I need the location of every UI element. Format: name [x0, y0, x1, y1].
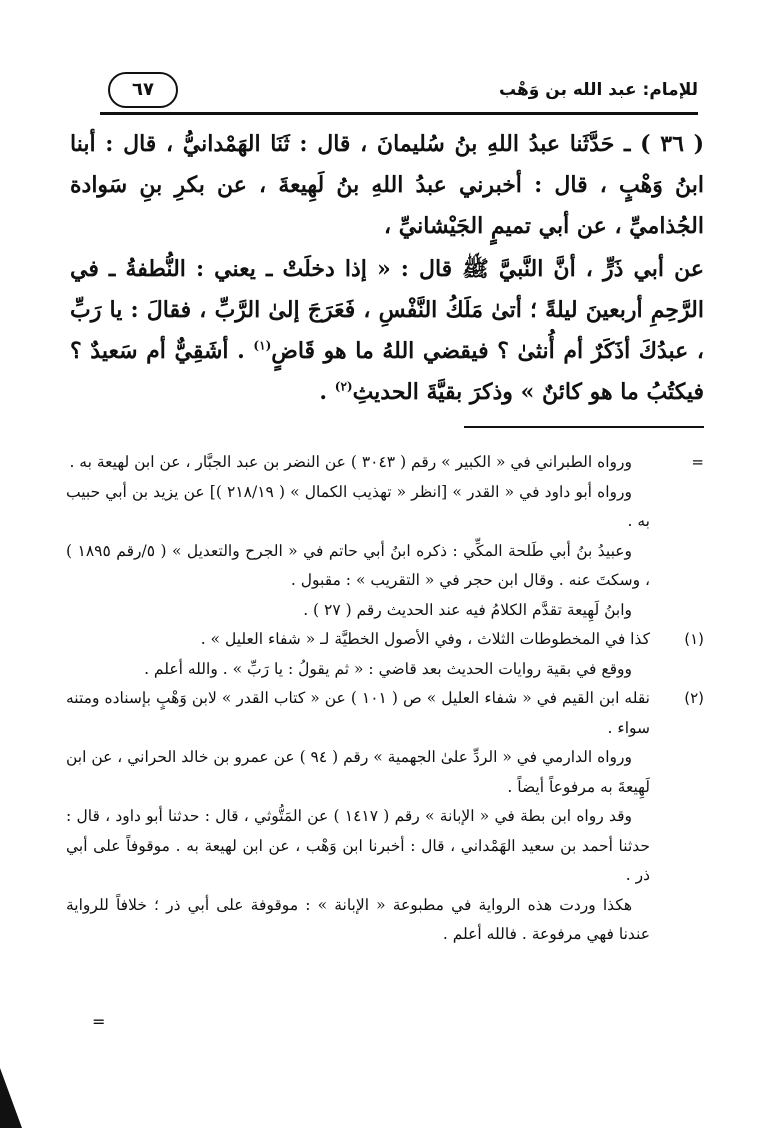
hadith-matn [70, 249, 704, 413]
footnote-rule [464, 426, 704, 428]
footnote-continued [66, 448, 704, 625]
running-title: للإمام: عبد الله بن وَهْب [499, 80, 698, 100]
header-rule [100, 112, 698, 115]
footnote-line: وعبيدُ بنُ أبي طَلحة المكِّي : ذكره ابنُ أبي حاتم في « الجرح والتعديل » ( ٥/رقم ١٨٩٥ ) ، وسكتَ عنه . وقال ابن حجر في « التقريب » : مقبول . [66, 541, 650, 589]
footnote-line: كذا في المخطوطات الثلاث ، وفي الأصول الخطيَّة لـ « شفاء العليل » . [200, 630, 650, 648]
hadith-matn-part-1: عن أبي ذَرٍّ ، أنَّ النَّبيَّ ﷺ قال : « إذا دخلَتْ ـ يعني : النُّطفةُ ـ في الرَّحِمِ أربعينَ ليلةً ؛ أتىٰ مَلَكُ النَّفْسِ ، فَعَرَجَ إلىٰ الرَّبِّ ، فقالَ : يا رَبِّ ، عبدُكَ أذَكَرٌ أم أُنثىٰ ؟ فيقضي اللهُ ما هو قَاضٍ [70, 256, 704, 364]
footnote-line: ورواه الدارمي في « الردِّ علىٰ الجهمية » رقم ( ٩٤ ) عن عمرو بن خالد الحراني ، عن ابن لَهِيعةَ به مرفوعاً أيضاً . [65, 748, 650, 796]
footnote-line: وابنُ لَهِيعة تقدَّم الكلامُ فيه عند الحديث رقم ( ٢٧ ) . [303, 600, 632, 619]
footnote-1 [66, 625, 704, 684]
footnote-1-marker: (١) [684, 630, 704, 648]
hadith-matn-end: . [319, 379, 335, 405]
continuation-marker: = [691, 453, 704, 471]
note-ref-2: (٢) [334, 379, 353, 394]
footnote-line: وقد رواه ابن بطة في « الإبانة » رقم ( ١٤١٧ ) عن المَتُّوثي ، قال : حدثنا أبو داود ، قال : حدثنا أحمد بن سعيد الهَمْداني ، قال : أخبرنا ابن وَهْب ، عن ابن لهيعة به . موقوفاً على أبي ذر . [66, 807, 650, 884]
hadith-isnad: ( ٣٦ ) ـ حَدَّثَنا عبدُ اللهِ بنُ سُليمانَ ، قال : ثَنَا الهَمْدانيُّ ، قال : أبنا ابنُ وَهْبٍ ، قال : أخبرني عبدُ اللهِ بنُ لَهِيعةَ ، عن بكرِ بنِ سَوادة الجُذاميِّ ، عن أبي تميمٍ الجَيْشانيِّ ، [70, 131, 704, 239]
footnote-2 [66, 684, 704, 950]
note-ref-1: (١) [253, 338, 272, 353]
footnote-line: ورواه أبو داود في « القدر » [انظر « تهذيب الكمال » ( ٢١٨/١٩ )] عن يزيد بن أبي حبيب به . [66, 482, 650, 530]
page-number: ٦٧ [108, 72, 178, 108]
hadith-matn-part-2: . أشَقِيٌّ أم سَعيدٌ ؟ فيكتُبُ ما هو كائنٌ » وذكرَ بقيَّةَ الحديثِ [70, 338, 704, 405]
footnotes [66, 448, 704, 950]
footnote-line: ورواه الطبراني في « الكبير » رقم ( ٣٠٤٣ ) عن النضر بن عبد الجبَّار ، عن ابن لهيعة به . [69, 453, 632, 471]
footnote-line: هكذا وردت هذه الرواية في مطبوعة « الإبانة » : موقوفة على أبي ذر ؛ خلافاً للرواية عندنا فهي مرفوعة . فالله أعلم . [66, 895, 650, 943]
page-corner-shadow [0, 1068, 22, 1128]
end-continuation-marker: = [92, 1012, 106, 1031]
main-text [70, 124, 704, 413]
footnote-line: ووقع في بقية روايات الحديث بعد قاضي : « ثم يقولُ : يا رَبِّ » . والله أعلم . [144, 659, 632, 678]
footnote-line: نقله ابن القيم في « شفاء العليل » ص ( ١٠١ ) عن « كتاب القدر » لابن وَهْبٍ بإسناده ومتنه سواء . [66, 689, 650, 737]
footnote-2-marker: (٢) [684, 689, 704, 707]
